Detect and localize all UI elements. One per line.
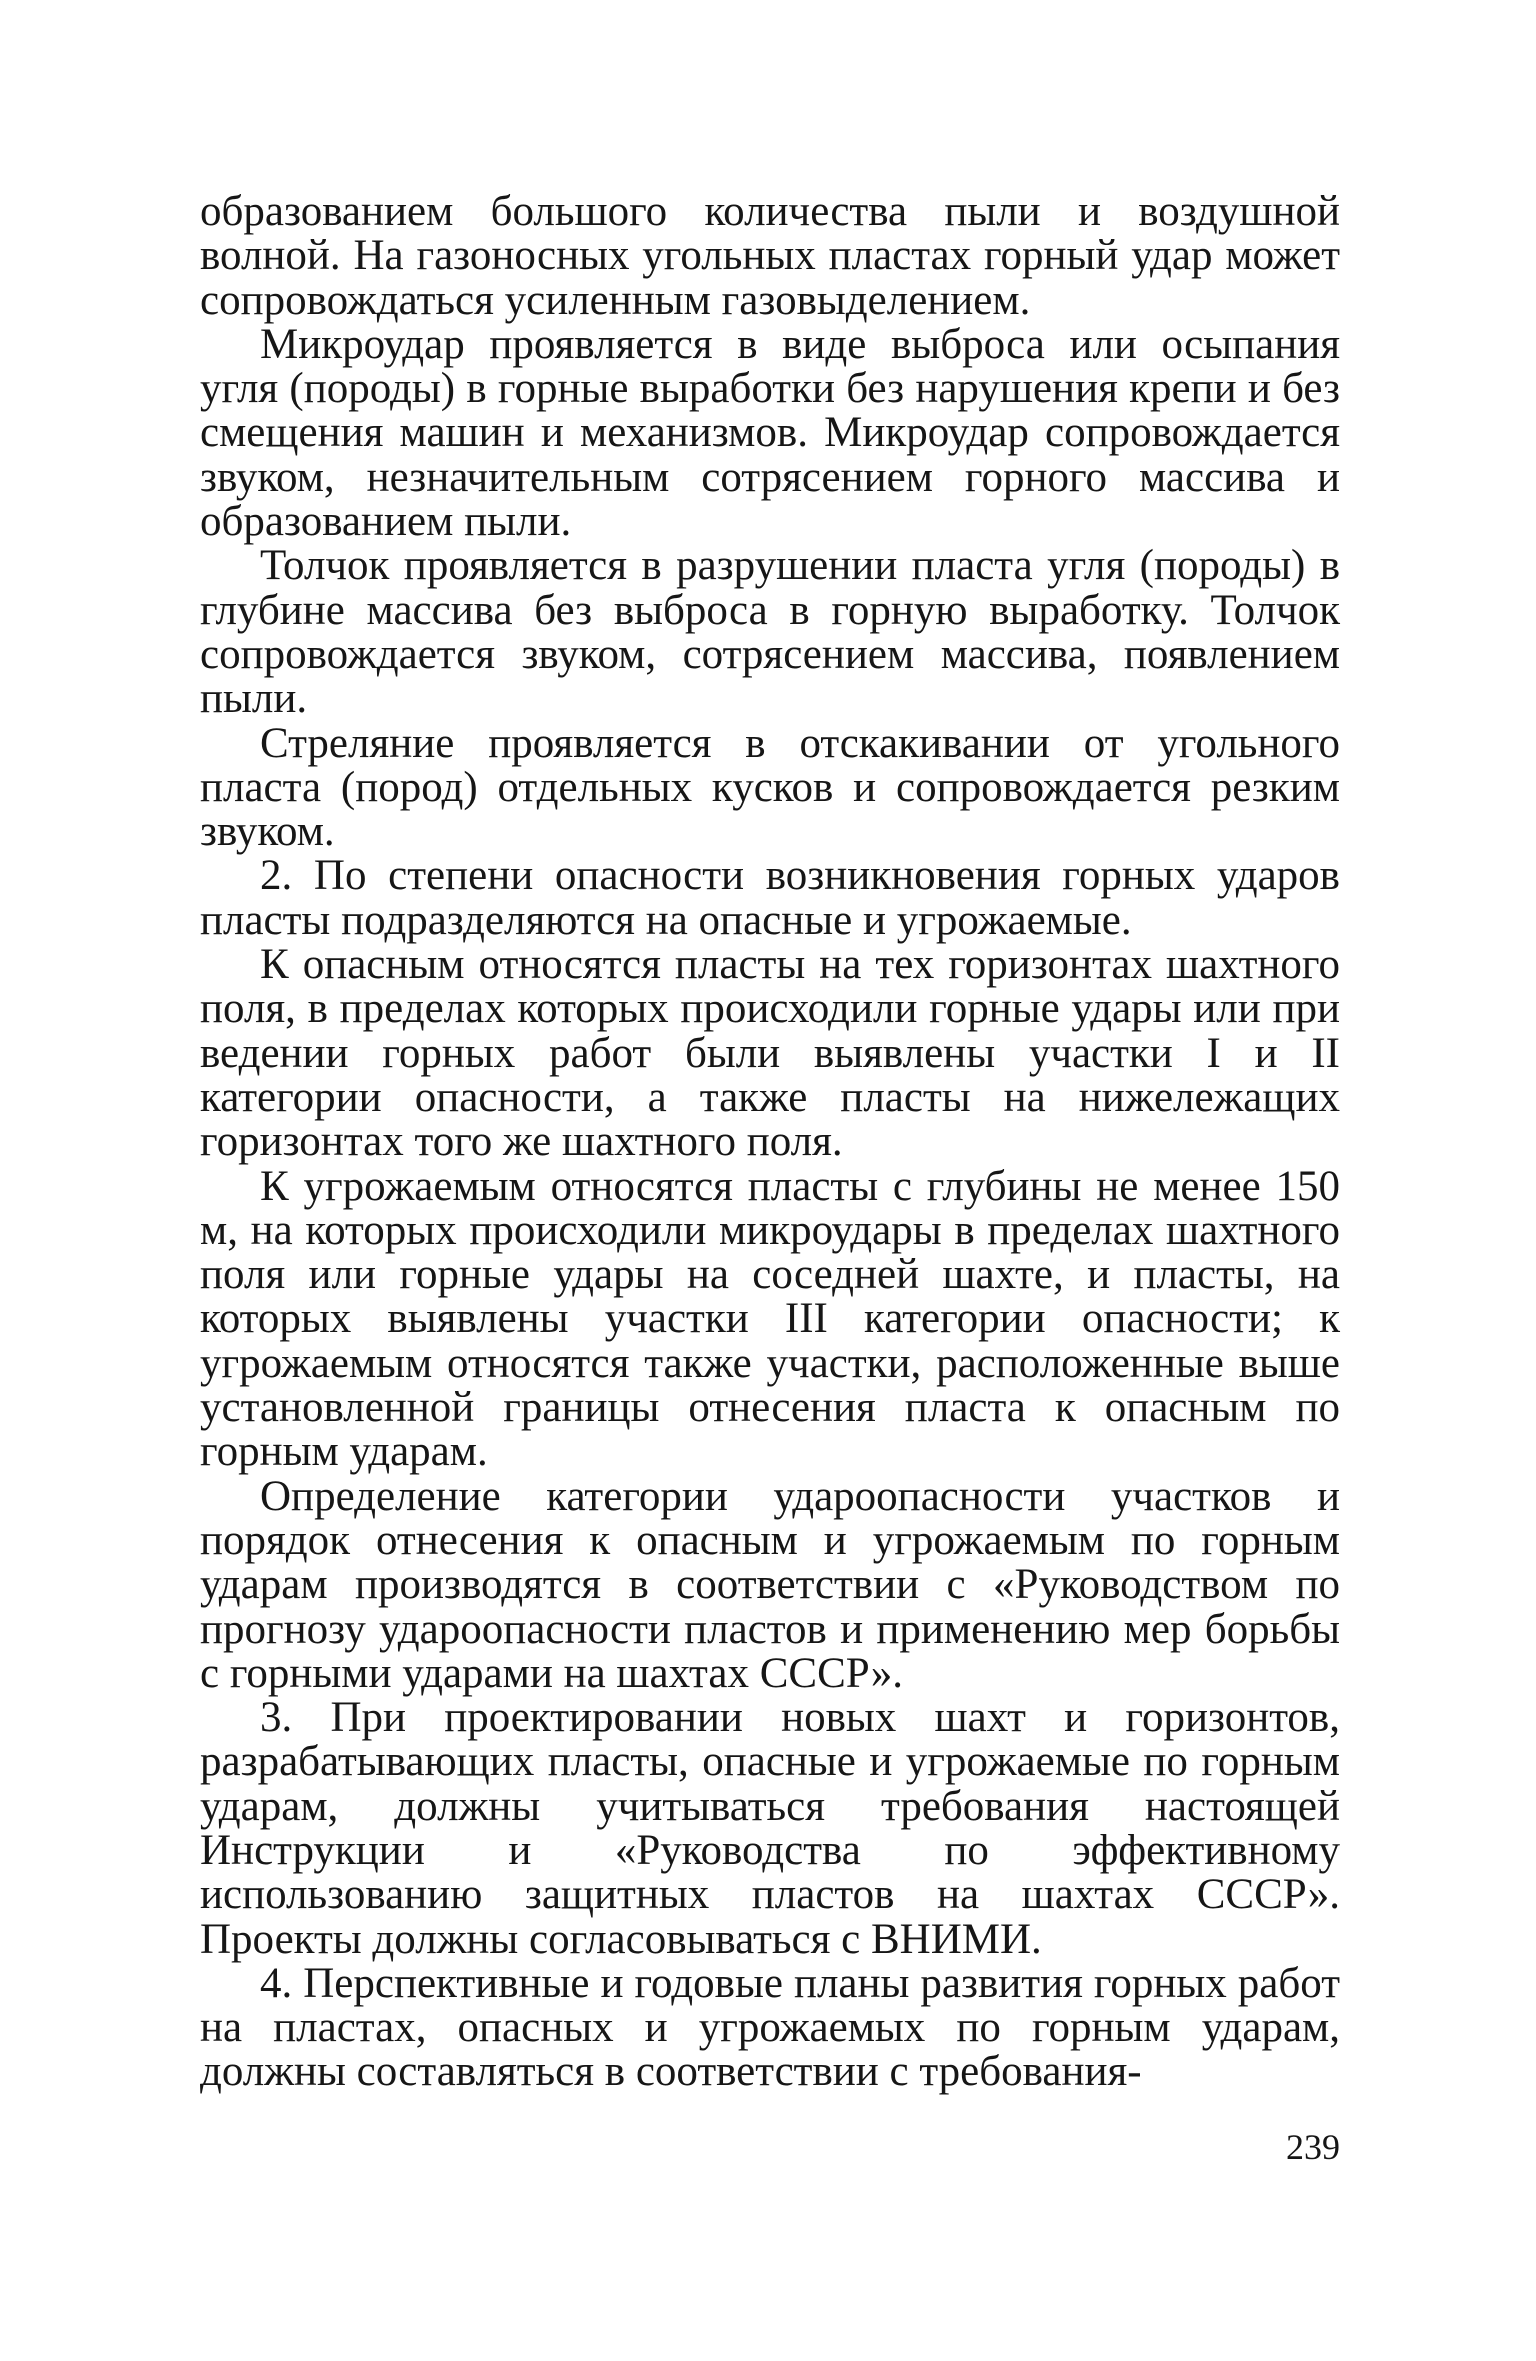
paragraph-category-definition: Определение категории удароопасности участков и порядок отнесения к опасным и угрожаемым по горным ударам производятся в соответствии с «Руководством по прогнозу удароопасности пластов и применению мер борьбы с горными ударами на шахтах СССР». (200, 1472, 1340, 1697)
paragraph-microudar: Микроудар проявляется в виде выброса или осыпания угля (породы) в горные выработки без нарушения крепи и без смещения машин и механизмов. Микроудар сопровождается звуком, незначительным сотрясением горного массива и образованием пыли. (200, 320, 1340, 546)
body-text (200, 190, 1340, 2095)
paragraph-tolchok: Толчок проявляется в разрушении пласта угля (породы) в глубине массива без выброса в горную выработку. Толчок сопровождается звуком, сотрясением массива, появлением пыли. (200, 542, 1340, 723)
paragraph-item-2: 2. По степени опасности возникновения горных ударов пласты подразделяются на опасные и угрожаемые. (200, 852, 1340, 944)
paragraph-item-4: 4. Перспективные и годовые планы развития горных работ на пластах, опасных и угрожаемых по горным ударам, должны составляться в соответствии с требования- (200, 1959, 1340, 2096)
paragraph-threatened-seams: К угрожаемым относятся пласты с глубины не менее 150 м, на которых происходили микроудары в пределах шахтного поля или горные удары на соседней шахте, и пласты, на которых выявлены участки III категории опасности; к угрожаемым относятся также участки, расположенные выше установленной границы отнесения пласта к опасным по горным ударам. (200, 1162, 1340, 1476)
paragraph-dangerous-seams: К опасным относятся пласты на тех горизонтах шахтного поля, в пределах которых происходили горные удары или при ведении горных работ были выявлены участки I и II категории опасности, а также пласты на нижележащих горизонтах того же шахтного поля. (200, 941, 1340, 1166)
page-number: 239 (1286, 2127, 1340, 2167)
paragraph-streljanie: Стреляние проявляется в отскакивании от угольного пласта (пород) отдельных кусков и сопровождается резким звуком. (200, 719, 1340, 856)
paragraph-continuation: образованием большого количества пыли и воздушной волной. На газоносных угольных пластах горный удар может сопровождаться усиленным газовыделением. (200, 188, 1340, 324)
paragraph-item-3: 3. При проектировании новых шахт и горизонтов, разрабатывающих пласты, опасные и угрожаемые по горным ударам, должны учитываться требования настоящей Инструкции и «Руководства по эффективному использованию защитных пластов на шахтах СССР». Проекты должны согласовываться с ВНИМИ. (200, 1694, 1340, 1963)
